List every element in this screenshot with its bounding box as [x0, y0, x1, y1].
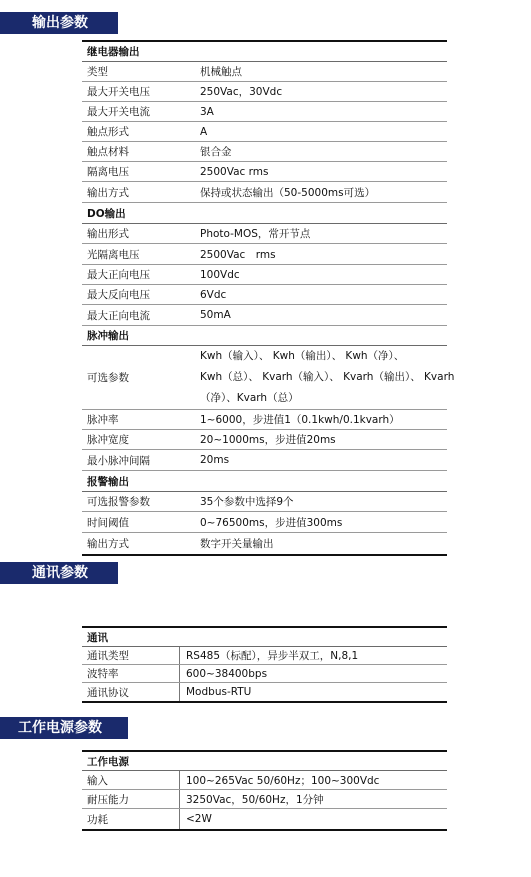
output-params-table: [82, 40, 455, 556]
table-row: 通讯类型 RS485（标配），异步半双工，N,8,1: [82, 647, 447, 665]
table-row: 通讯协议 Modbus-RTU: [82, 683, 447, 701]
section-header-comm: 通讯参数: [0, 562, 118, 584]
table-row: 功耗 <2W: [82, 809, 447, 829]
table-row: 脉冲宽度 20~1000ms，步进值20ms: [82, 430, 447, 450]
table-row: 触点形式 A: [82, 122, 447, 142]
group-title-do: DO输出: [82, 203, 447, 224]
table-row: 触点材料 银合金: [82, 142, 447, 162]
table-row: 输入 100~265Vac 50/60Hz；100~300Vdc: [82, 771, 447, 790]
table-row: 最大开关电压 250Vac，30Vdc: [82, 82, 447, 102]
table-row: 最大正向电压 100Vdc: [82, 265, 447, 285]
table-row: 类型 机械触点: [82, 62, 447, 82]
group-title-alarm: 报警输出: [82, 471, 447, 492]
comm-params-table: [82, 626, 447, 703]
table-row: 最大反向电压 6Vdc: [82, 285, 447, 305]
table-row: 隔离电压 2500Vac rms: [82, 162, 447, 182]
power-params-table: [82, 750, 447, 831]
table-row: 耐压能力 3250Vac，50/60Hz，1分钟: [82, 790, 447, 809]
table-row: 最大正向电流 50mA: [82, 305, 447, 326]
table-row: 脉冲率 1~6000，步进值1（0.1kwh/0.1kvarh）: [82, 410, 447, 430]
section-header-output: 输出参数: [0, 12, 118, 34]
table-row: 输出方式 保持或状态输出（50-5000ms可选）: [82, 182, 447, 203]
table-row: 输出形式 Photo-MOS，常开节点: [82, 224, 447, 244]
table-row-optional-params: 可选参数 Kwh（输入）、 Kwh（输出）、 Kwh（净）、 Kwh（总）、 Kvarh（输入）、 Kvarh（输出）、 Kvarh （净）、Kvarh（总）: [82, 346, 447, 410]
group-title-comm: 通讯: [82, 628, 447, 647]
table-row: 时间阈值 0~76500ms，步进值300ms: [82, 512, 447, 533]
table-row: 最小脉冲间隔 20ms: [82, 450, 447, 471]
table-row: 光隔离电压 2500Vac rms: [82, 244, 447, 265]
table-row: 输出方式 数字开关量输出: [87, 538, 274, 550]
group-title-power: 工作电源: [82, 752, 447, 771]
table-row: 最大开关电流 3A: [82, 102, 447, 122]
table-row: 波特率 600~38400bps: [82, 665, 447, 683]
table-row: 可选报警参数 35个参数中选择9个: [82, 492, 447, 512]
group-title-pulse: 脉冲输出: [82, 326, 447, 346]
section-header-power: 工作电源参数: [0, 717, 128, 739]
group-title-relay: 继电器输出: [82, 42, 447, 62]
